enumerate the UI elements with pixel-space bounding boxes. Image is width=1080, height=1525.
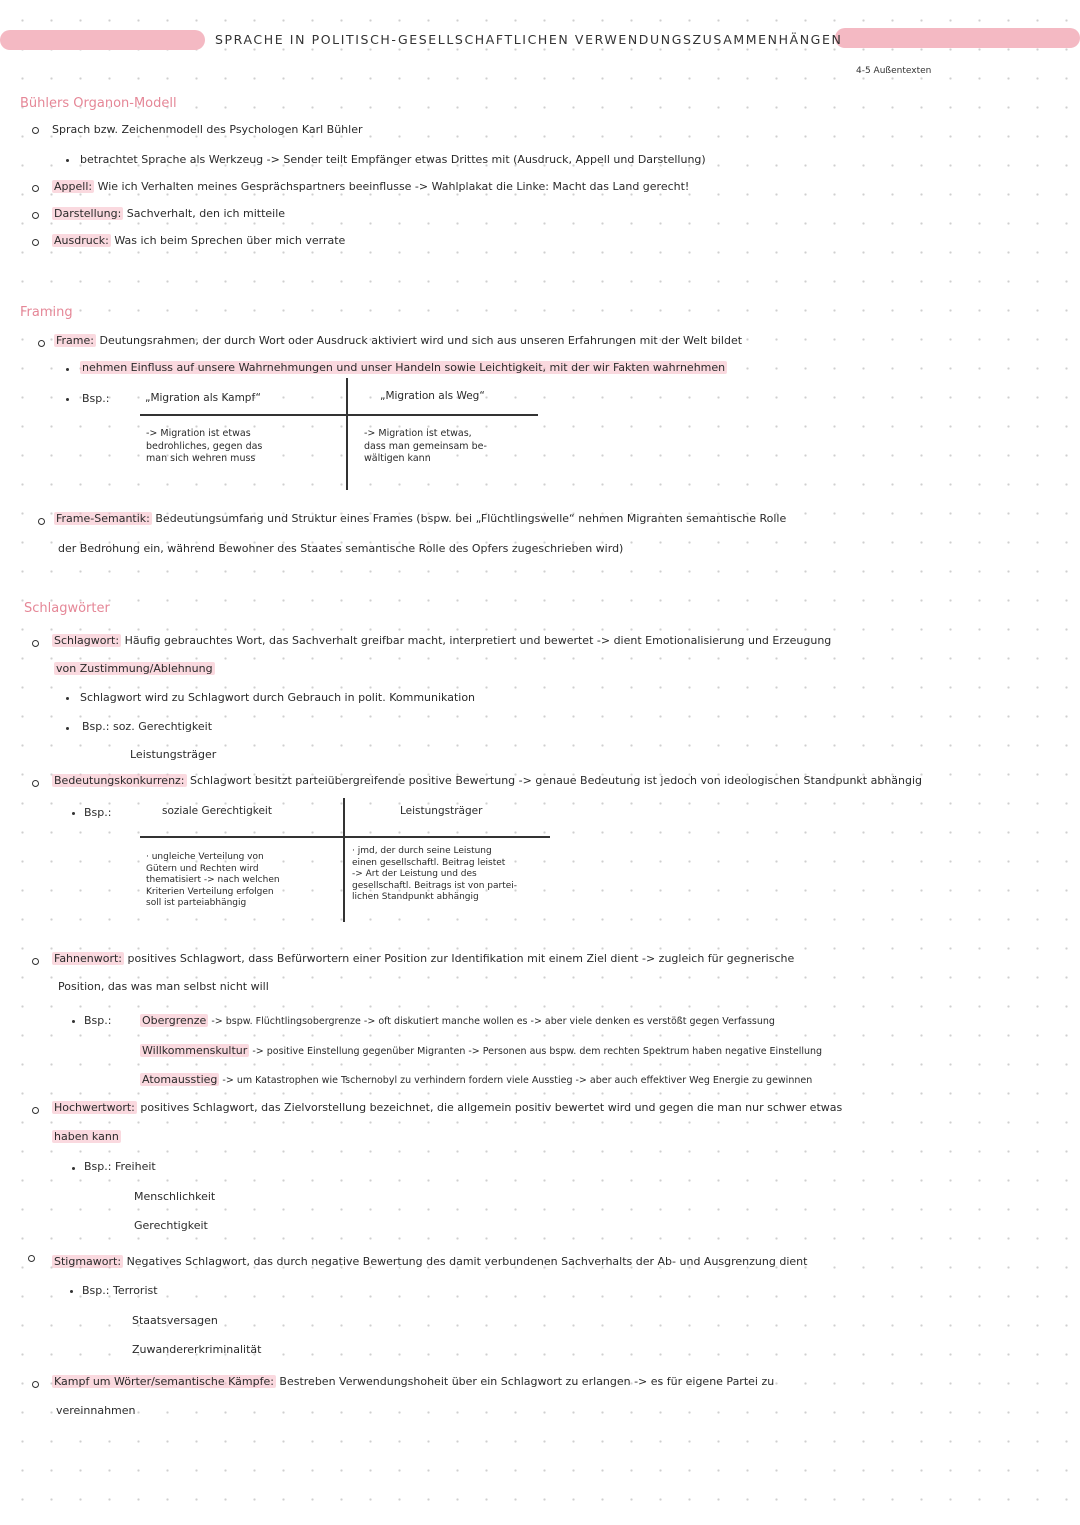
term-schlagwort: Schlagwort: — [54, 634, 120, 647]
sub-dot — [72, 1167, 75, 1170]
framing-frame-sub — [80, 361, 727, 375]
table1-col2-body — [364, 428, 487, 466]
fahnen-bsp-word: Atomausstieg — [142, 1073, 218, 1086]
table2-divider — [343, 798, 345, 922]
bullet — [32, 958, 39, 965]
header-bar-left — [0, 30, 205, 50]
sub-dot — [66, 697, 69, 700]
hochwert-bsp-item: Gerechtigkeit — [134, 1219, 208, 1232]
hochwert-bsp-label: Bsp.: — [84, 1160, 112, 1173]
bullet — [38, 518, 45, 525]
table2-header-rule — [140, 836, 550, 838]
framing-semantik — [54, 512, 786, 526]
schlagwort-bsp-label: Bsp.: — [82, 720, 110, 733]
term-bedeutungskonkurrenz: Bedeutungskonkurrenz: — [54, 774, 185, 787]
kampf-um-woerter — [52, 1375, 774, 1389]
fahnen-bsp-row — [140, 1074, 812, 1087]
fahnen-bsp-word: Obergrenze — [142, 1014, 207, 1027]
table2-col1-line: Gütern und Rechten wird — [146, 863, 259, 874]
term-hochwertwort: Hochwertwort: — [54, 1101, 135, 1114]
term-frame: Frame: — [56, 334, 94, 347]
stigmawort — [52, 1255, 807, 1269]
bullet — [32, 127, 39, 134]
table2-col2-line: -> Art der Leistung und des — [352, 869, 477, 879]
table1-col2-line: wältigen kann — [364, 453, 431, 464]
hochwert-bsp-item: Menschlichkeit — [134, 1190, 216, 1203]
schlagwort-bsp-2: Leistungsträger — [130, 748, 217, 761]
framing-frame-sub-text: nehmen Einfluss auf unsere Wahrnehmungen und unser Handeln sowie Leichtigkeit, mit der wir Fakten wahrnehmen — [82, 361, 726, 374]
table1-col2-line: dass man gemeinsam be- — [364, 440, 487, 452]
table1-header-col2: „Migration als Weg“ — [380, 390, 485, 402]
definition-ausdruck: Was ich beim Sprechen über mich verrate — [114, 234, 346, 247]
term-darstellung: Darstellung: — [54, 207, 122, 220]
term-stigmawort: Stigmawort: — [54, 1255, 122, 1268]
schlagwort-def-cont-text: von Zustimmung/Ablehnung — [56, 662, 213, 675]
term-kampf-um-woerter: Kampf um Wörter/semantische Kämpfe: — [54, 1375, 274, 1388]
definition-frame: Deutungsrahmen, der durch Wort oder Ausdruck aktiviert wird und sich aus unseren Erfahrungen mit der Welt bildet — [99, 334, 743, 347]
page-subtitle: 4-5 Außentexten — [856, 66, 932, 76]
header-bar-right — [835, 28, 1080, 48]
table1-divider — [346, 378, 348, 490]
fahnenwort-cont: Position, das was man selbst nicht will — [58, 980, 269, 993]
term-frame-semantik: Frame-Semantik: — [56, 512, 150, 525]
table2-col2-line: · jmd, der durch seine Leistung — [352, 846, 492, 856]
sub-dot — [66, 398, 69, 401]
stigma-bsp — [82, 1284, 158, 1298]
stigma-bsp-item: Terrorist — [112, 1284, 158, 1297]
definition-fahnenwort: positives Schlagwort, dass Befürwortern einer Position zur Identifikation mit einem Ziel dient -> zugleich für gegnerische — [127, 952, 795, 965]
stigma-bsp-label: Bsp.: — [82, 1284, 110, 1297]
bullet — [38, 340, 45, 347]
section-heading-buehler: Bühlers Organon-Modell — [20, 96, 177, 111]
hochwert-bsp-item: Freiheit — [114, 1160, 156, 1173]
bullet — [32, 780, 39, 787]
fahnen-bsp-text: -> bspw. Flüchtlingsobergrenze -> oft diskutiert manche wollen es -> aber viele denken es verstößt gegen Verfassung — [211, 1016, 775, 1027]
bullet — [32, 212, 39, 219]
page-title: SPRACHE IN POLITISCH-GESELLSCHAFTLICHEN VERWENDUNGSZUSAMMENHÄNGEN — [215, 32, 843, 47]
table2-col2-line: einen gesellschaftl. Beitrag leistet — [352, 857, 506, 868]
definition-stigmawort: Negatives Schlagwort, das durch negative Bewertung des damit verbundenen Sachverhalts der Ab- und Ausgrenzung dient — [126, 1255, 808, 1268]
table2-bsp-label: Bsp.: — [84, 806, 112, 819]
table1-col1-line: -> Migration ist etwas — [146, 428, 251, 439]
table1-header-rule — [140, 414, 538, 416]
bedeutungskonkurrenz — [52, 774, 922, 788]
section-heading-framing: Framing — [20, 305, 73, 320]
table2-col2-line: gesellschaftl. Beitrags ist von partei- — [352, 880, 518, 891]
table2-col2-body — [352, 846, 517, 904]
hochwertwort — [52, 1101, 842, 1115]
definition-appell: Wie ich Verhalten meines Gesprächspartners beeinflusse -> Wahlplakat die Linke: Macht das Land gerecht! — [97, 180, 690, 193]
definition-kampf-um-woerter: Bestreben Verwendungshoheit über ein Schlagwort zu erlangen -> es für eigene Partei zu — [279, 1375, 775, 1388]
schlagwort-def-cont — [54, 662, 215, 676]
definition-frame-semantik: Bedeutungsumfang und Struktur eines Frames (bspw. bei „Flüchtlingswelle“ nehmen Migranten semantische Rolle — [155, 512, 787, 525]
fahnen-bsp-label: Bsp.: — [84, 1014, 112, 1027]
bullet — [32, 185, 39, 192]
fahnen-bsp-text: -> positive Einstellung gegenüber Migranten -> Personen aus bspw. dem rechten Spektrum haben negative Einstellung — [252, 1046, 823, 1057]
buehler-darstellung — [52, 207, 285, 221]
term-fahnenwort: Fahnenwort: — [54, 952, 123, 965]
table2-col1-body — [146, 852, 280, 910]
kampf-um-woerter-cont: vereinnahmen — [56, 1404, 136, 1417]
schlagwort-bsp — [82, 720, 212, 734]
table2-col1-line: · ungleiche Verteilung von — [146, 852, 264, 862]
term-appell: Appell: — [54, 180, 93, 193]
definition-schlagwort: Häufig gebrauchtes Wort, das Sachverhalt greifbar macht, interpretiert und bewertet -> dient Emotionalisierung und Erzeugung — [124, 634, 832, 647]
table1-col1-body — [146, 428, 262, 466]
table1-col1-line: man sich wehren muss — [146, 453, 256, 464]
term-ausdruck: Ausdruck: — [54, 234, 109, 247]
hochwert-bsp — [84, 1160, 156, 1174]
sub-dot — [72, 1020, 75, 1023]
bullet — [32, 1381, 39, 1388]
bullet — [28, 1255, 35, 1262]
sub-dot — [72, 812, 75, 815]
sub-dot — [66, 368, 69, 371]
stigma-bsp-item: Zuwandererkriminalität — [132, 1343, 262, 1356]
fahnenwort — [52, 952, 794, 966]
table2-header-col2: Leistungsträger — [400, 805, 483, 817]
framing-semantik-cont: der Bedrohung ein, während Bewohner des Staates semantische Rolle des Opfers zugeschrieben wird) — [58, 542, 624, 555]
fahnen-bsp-text: -> um Katastrophen wie Tschernobyl zu verhindern fordern viele Ausstieg -> aber auch effektiver Weg Energie zu gewinnen — [222, 1075, 813, 1086]
schlagwort-def — [52, 634, 831, 648]
definition-darstellung: Sachverhalt, den ich mitteile — [126, 207, 286, 220]
table2-col1-line: Kriterien Verteilung erfolgen — [146, 886, 274, 897]
framing-bsp-label: Bsp.: — [82, 392, 110, 405]
table1-col2-line: -> Migration ist etwas, — [364, 428, 472, 439]
table1-header-col1: „Migration als Kampf“ — [145, 392, 261, 404]
fahnen-bsp-word: Willkommenskultur — [142, 1044, 248, 1057]
bullet — [32, 239, 39, 246]
sub-dot — [66, 727, 69, 730]
hochwertwort-cont — [52, 1130, 121, 1144]
bullet — [32, 640, 39, 647]
sub-dot — [66, 159, 69, 162]
fahnen-bsp-row — [140, 1045, 822, 1058]
sub-dot — [70, 1290, 73, 1293]
framing-frame — [54, 334, 742, 348]
table2-col2-line: lichen Standpunkt abhängig — [352, 892, 479, 902]
definition-hochwertwort: positives Schlagwort, das Zielvorstellung bezeichnet, die allgemein positiv bewertet wird und gegen die man nur schwer etwas — [140, 1101, 843, 1114]
section-heading-schlagwoerter: Schlagwörter — [24, 601, 110, 616]
fahnen-bsp-row — [140, 1015, 775, 1028]
hochwertwort-cont-text: haben kann — [54, 1130, 119, 1143]
table2-col1-line: thematisiert -> nach welchen — [146, 875, 280, 885]
schlagwort-sub1: Schlagwort wird zu Schlagwort durch Gebrauch in polit. Kommunikation — [80, 691, 476, 704]
buehler-appell — [52, 180, 689, 194]
table2-col1-line: soll ist parteiabhängig — [146, 898, 247, 908]
definition-bedeutungskonkurrenz: Schlagwort besitzt parteiübergreifende positive Bewertung -> genaue Bedeutung ist jedoch von ideologischen Standpunkt abhängig — [190, 774, 923, 787]
buehler-ausdruck — [52, 234, 345, 248]
buehler-line1: Sprach bzw. Zeichenmodell des Psychologen Karl Bühler — [52, 123, 363, 136]
stigma-bsp-item: Staatsversagen — [132, 1314, 218, 1327]
buehler-line1-sub: betrachtet Sprache als Werkzeug -> Sender teilt Empfänger etwas Drittes mit (Ausdruck, Appell und Darstellung) — [80, 153, 706, 166]
table2-header-col1: soziale Gerechtigkeit — [162, 805, 272, 817]
table1-col1-line: bedrohliches, gegen das — [146, 440, 263, 452]
bullet — [32, 1107, 39, 1114]
schlagwort-bsp-1: soz. Gerechtigkeit — [112, 720, 213, 733]
